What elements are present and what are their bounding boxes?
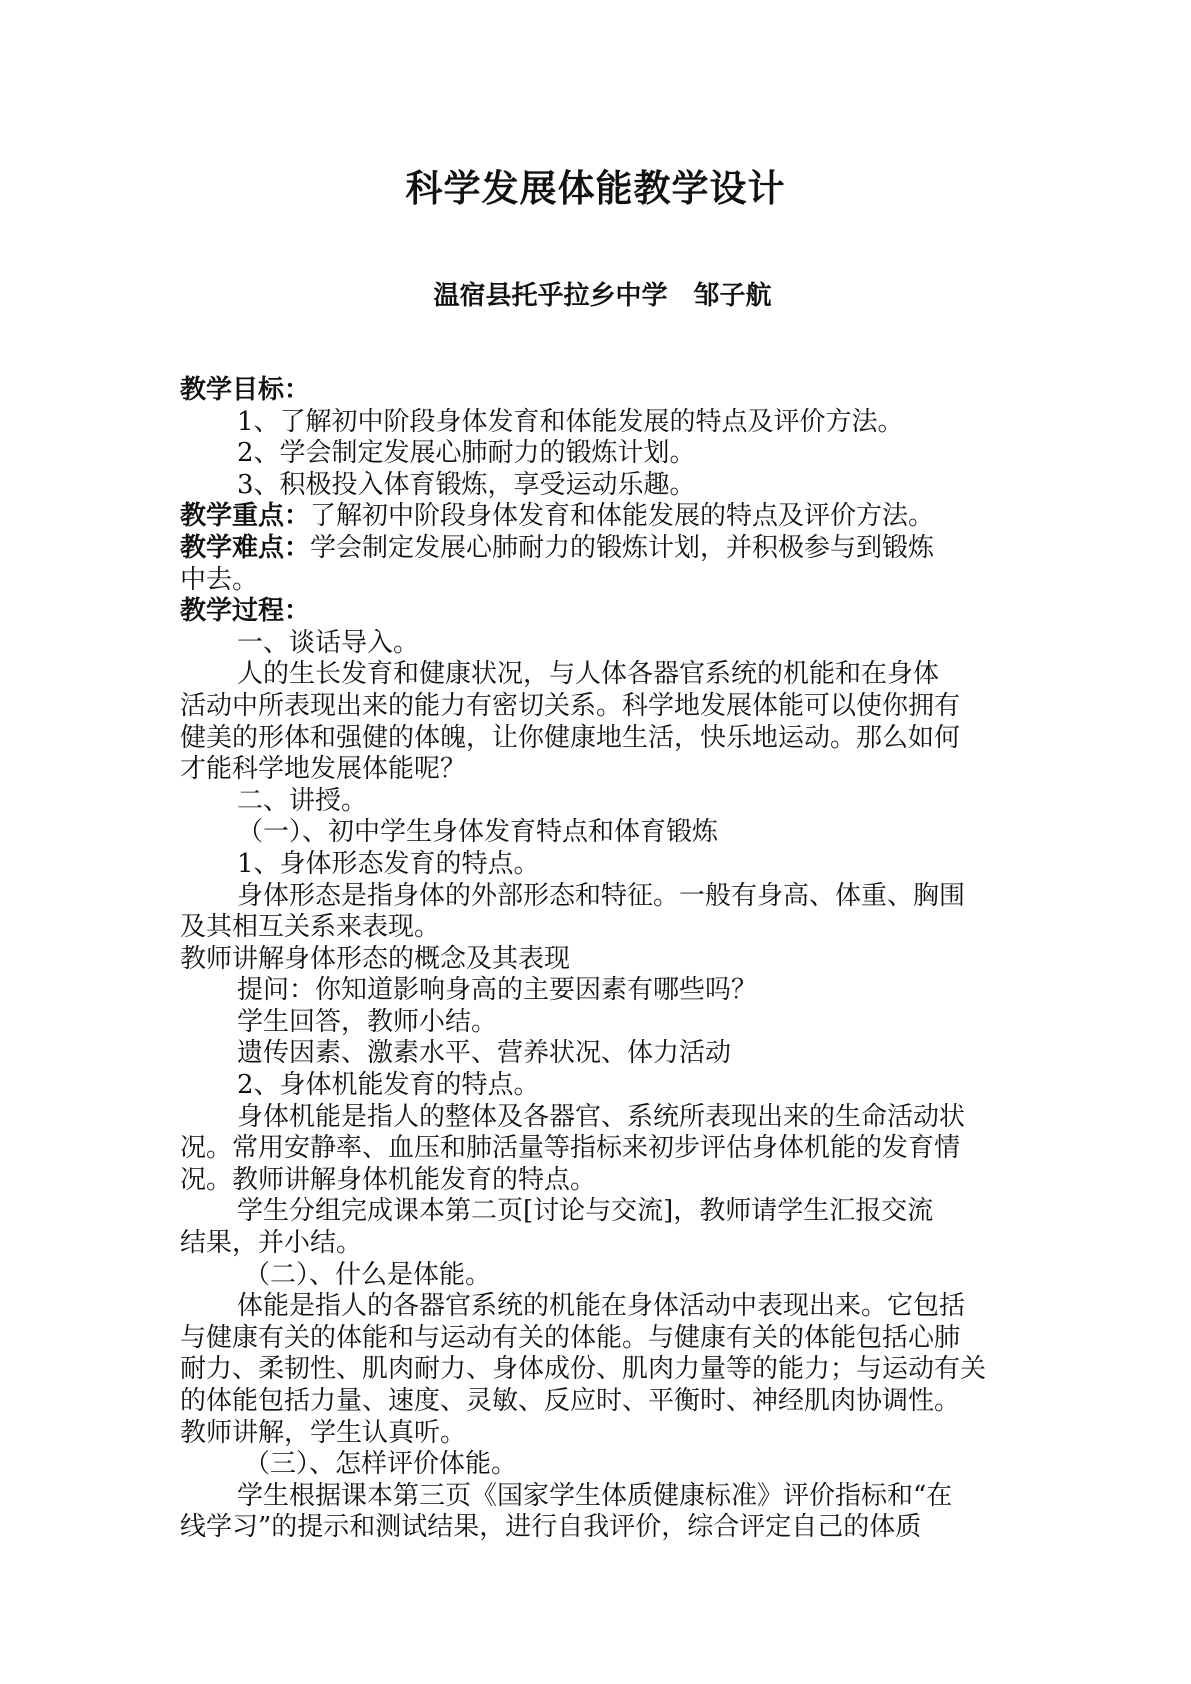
body-line: [180, 723, 1010, 755]
line-text: 的体能包括力量、速度、灵敏、反应时、平衡时、神经肌肉协调性。: [180, 1386, 961, 1416]
body-line: [180, 1070, 1010, 1102]
line-text: 体能是指人的各器官系统的机能在身体活动中表现出来。它包括: [237, 1291, 966, 1322]
body-line: [180, 1449, 1010, 1481]
body-line: [180, 1386, 1010, 1418]
document-body: [180, 375, 1010, 1544]
line-text: 况。教师讲解身体机能发育的特点。: [180, 1164, 597, 1195]
line-text: 二、讲授。: [237, 785, 368, 816]
body-line: [180, 565, 1010, 597]
line-text: 学生回答，教师小结。: [237, 1006, 498, 1037]
line-text: 结果，并小结。: [180, 1228, 363, 1259]
section-label: 教学目标：: [180, 375, 311, 405]
section-label: 教学难点：: [180, 532, 311, 563]
section-label: 教学过程：: [180, 596, 311, 627]
body-line: [180, 1196, 1010, 1228]
line-text: 提问：你知道影响身高的主要因素有哪些吗？: [237, 975, 758, 1006]
body-line: [180, 881, 1010, 913]
line-text: 2、身体机能发育的特点。: [237, 1070, 540, 1101]
body-line: [180, 1512, 1010, 1544]
body-line: [180, 786, 1010, 818]
line-text: 才能科学地发展体能呢？: [180, 754, 467, 785]
line-text: 线学习”的提示和测试结果，进行自我评价，综合评定自己的体质: [180, 1512, 922, 1543]
line-text: 1、身体形态发育的特点。: [237, 848, 540, 879]
body-line: [180, 1260, 1010, 1292]
body-line: [180, 407, 1010, 439]
body-line: [180, 975, 1010, 1007]
line-text: 况。常用安静率、血压和肺活量等指标来初步评估身体机能的发育情: [180, 1133, 961, 1164]
line-text: 教师讲解，学生认真听。: [180, 1417, 467, 1448]
line-text: 身体形态是指身体的外部形态和特征。一般有身高、体重、胸围: [237, 880, 966, 911]
body-line: [180, 944, 1010, 976]
line-text: 3、积极投入体育锻炼，享受运动乐趣。: [237, 469, 696, 500]
line-text: 及其相互关系来表现。: [180, 912, 441, 943]
body-line: [180, 501, 1010, 533]
body-line: [180, 849, 1010, 881]
line-text: 教师讲解身体形态的概念及其表现: [180, 943, 571, 974]
body-line: [180, 628, 1010, 660]
line-text: 一、谈话导入。: [237, 627, 420, 658]
body-line: [180, 817, 1010, 849]
section-label: 教学重点：: [180, 501, 311, 532]
document-title: 科学发展体能教学设计: [405, 166, 786, 210]
line-text: 了解初中阶段身体发育和体能发展的特点及评价方法。: [310, 501, 935, 532]
body-line: [180, 1038, 1010, 1070]
line-text: 学生根据课本第三页《国家学生体质健康标准》评价指标和“在: [237, 1480, 953, 1511]
body-line: [180, 1133, 1010, 1165]
body-line: [180, 375, 1010, 407]
line-text: 学生分组完成课本第二页[讨论与交流]，教师请学生汇报交流: [237, 1196, 934, 1227]
body-line: [180, 1481, 1010, 1513]
line-text: （一）、初中学生身体发育特点和体育锻炼: [237, 817, 719, 848]
body-line: [180, 754, 1010, 786]
line-text: 2、学会制定发展心肺耐力的锻炼计划。: [237, 438, 696, 469]
body-line: [180, 659, 1010, 691]
line-text: 健美的形体和强健的体魄，让你健康地生活，快乐地运动。那么如何: [180, 722, 961, 753]
body-line: [180, 1007, 1010, 1039]
body-line: [180, 533, 1010, 565]
body-line: [180, 1354, 1010, 1386]
body-line: [180, 596, 1010, 628]
body-line: [180, 1228, 1010, 1260]
line-text: 与健康有关的体能和与运动有关的体能。与健康有关的体能包括心肺: [180, 1322, 961, 1353]
line-text: 1、了解初中阶段身体发育和体能发展的特点及评价方法。: [237, 406, 904, 437]
line-text: 活动中所表现出来的能力有密切关系。科学地发展体能可以使你拥有: [180, 690, 961, 721]
author-line: 温宿县托乎拉乡中学 邹子航: [433, 281, 772, 311]
body-line: [180, 1323, 1010, 1355]
line-text: 身体机能是指人的整体及各器官、系统所表现出来的生命活动状: [237, 1101, 966, 1132]
line-text: 人的生长发育和健康状况，与人体各器官系统的机能和在身体: [237, 659, 940, 690]
body-line: [180, 912, 1010, 944]
line-text: （三）、怎样评价体能。: [244, 1449, 518, 1480]
line-text: 遗传因素、激素水平、营养状况、体力活动: [237, 1038, 732, 1069]
body-line: [180, 1418, 1010, 1450]
body-line: [180, 1291, 1010, 1323]
body-line: [180, 1102, 1010, 1134]
body-line: [180, 1165, 1010, 1197]
body-line: [180, 470, 1010, 502]
line-text: 中去。: [180, 564, 259, 595]
line-text: （二）、什么是体能。: [244, 1259, 492, 1290]
body-line: [180, 438, 1010, 470]
line-text: 学会制定发展心肺耐力的锻炼计划，并积极参与到锻炼: [310, 532, 935, 563]
body-line: [180, 691, 1010, 723]
line-text: 耐力、柔韧性、肌肉耐力、身体成份、肌肉力量等的能力；与运动有关: [180, 1354, 987, 1385]
